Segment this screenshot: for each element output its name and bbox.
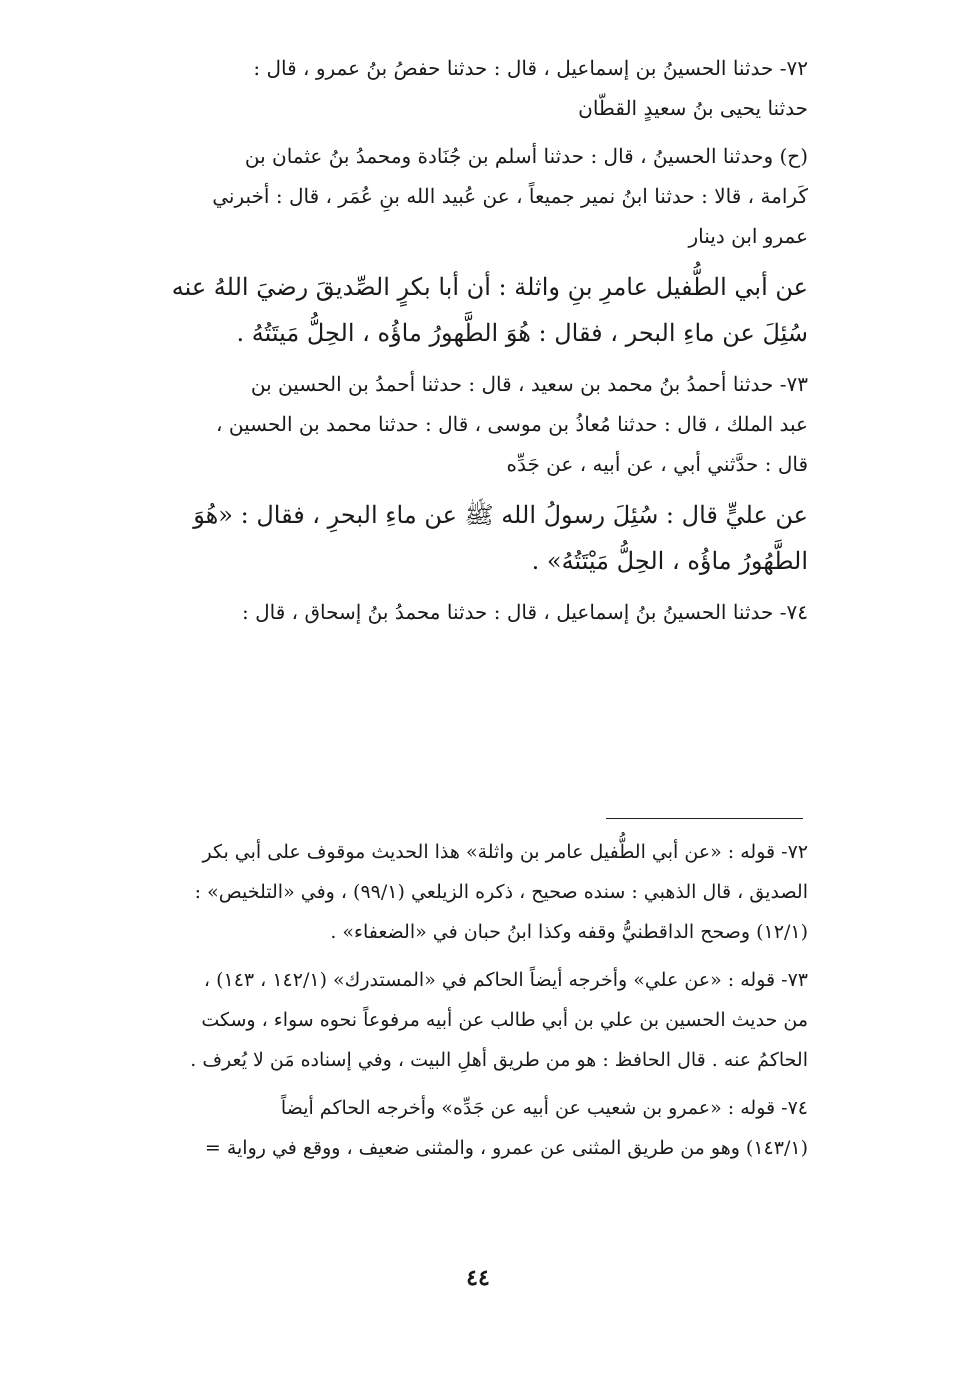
text-line: (١٤٣/١) وهو من طريق المثنى عن عمرو ، والمثنى ضعيف ، ووقع في رواية = (204, 1137, 808, 1159)
text-line: عمرو ابن دينار (688, 224, 808, 248)
text-line: ٧٣- قوله : «عن علي» وأخرجه أيضاً الحاكم في «المستدرك» (١٤٢/١ ، ١٤٣) ، (203, 969, 808, 991)
text-line: سُئِلَ عن ماءِ البحر ، فقال : هُوَ الطَّهورُ ماؤُه ، الحِلُّ مَيتَتُهُ . (236, 319, 808, 347)
text-line: (١٢/١) وصحح الداقطنيُّ وقفه وكذا ابنُ حبان في «الضعفاء» . (330, 921, 808, 943)
text-line: ٧٤- قوله : «عمرو بن شعيب عن أبيه عن جَدِّه» وأخرجه الحاكم أيضاً (280, 1097, 808, 1119)
text-line: كَرامة ، قالا : حدثنا ابنُ نمير جميعاً ، عن عُبيد الله بنِ عُمَر ، قال : أخبرني (212, 184, 808, 208)
text-line: قال : حدَّثني أبي ، عن أبيه ، عن جَدِّه (506, 452, 808, 476)
hadith-72-text (100, 264, 808, 356)
text-line: من حديث الحسين بن علي بن أبي طالب عن أبيه مرفوعاً نحوه سواء ، وسكت (201, 1009, 808, 1031)
text-line: حدثنا يحيى بنُ سعيدٍ القطّان (578, 96, 808, 120)
text-line: عبد الملك ، قال : حدثنا مُعاذُ بن موسى ، قال : حدثنا محمد بن الحسين ، (216, 412, 808, 436)
text-line: الصديق ، قال الذهبي : سنده صحيح ، ذكره الزيلعي (٩٩/١) ، وفي «التلخيص» : (194, 881, 808, 903)
footnote-separator (606, 818, 803, 819)
hadith-73-chain (100, 364, 808, 484)
hadith-72-chain-alt (100, 136, 808, 256)
main-text (100, 48, 808, 640)
text-line: ٧٢- قوله : «عن أبي الطُّفيل عامر بن واثلة» هذا الحديث موقوف على أبي بكر (202, 841, 808, 863)
footnotes (100, 832, 808, 1176)
footnote-72 (100, 832, 808, 952)
text-line: الطَّهُورُ ماؤُه ، الحِلُّ مَيْتَتُهُ» . (531, 547, 808, 575)
text-line: ٧٢- حدثنا الحسينُ بن إسماعيل ، قال : حدثنا حفصُ بنُ عمرو ، قال : (253, 56, 808, 80)
hadith-73-text (100, 492, 808, 584)
hadith-74-chain (100, 592, 808, 632)
hadith-72-chain (100, 48, 808, 128)
text-line: عن أبي الطُّفيل عامرِ بنِ واثلة : أن أبا بكرٍ الصِّديقَ رضيَ اللهُ عنه (171, 273, 808, 301)
text-line: عن عليٍّ قال : سُئِلَ رسولُ الله ﷺ عن ماءِ البحرِ ، فقال : «هُوَ (193, 501, 808, 529)
text-line: الحاكمُ عنه . قال الحافظ : هو من طريق أهلِ البيت ، وفي إسناده مَن لا يُعرف . (190, 1049, 808, 1071)
footnote-73 (100, 960, 808, 1080)
page-number: ٤٤ (466, 1265, 490, 1291)
footnote-74 (100, 1088, 808, 1168)
text-line: (ح) وحدثنا الحسينُ ، قال : حدثنا أسلم بن جُنَادة ومحمدُ بنُ عثمان بن (244, 144, 808, 168)
text-line: ٧٤- حدثنا الحسينُ بنُ إسماعيل ، قال : حدثنا محمدُ بنُ إسحاق ، قال : (242, 600, 808, 624)
text-line: ٧٣- حدثنا أحمدُ بنُ محمد بن سعيد ، قال : حدثنا أحمدُ بن الحسين بن (250, 372, 808, 396)
